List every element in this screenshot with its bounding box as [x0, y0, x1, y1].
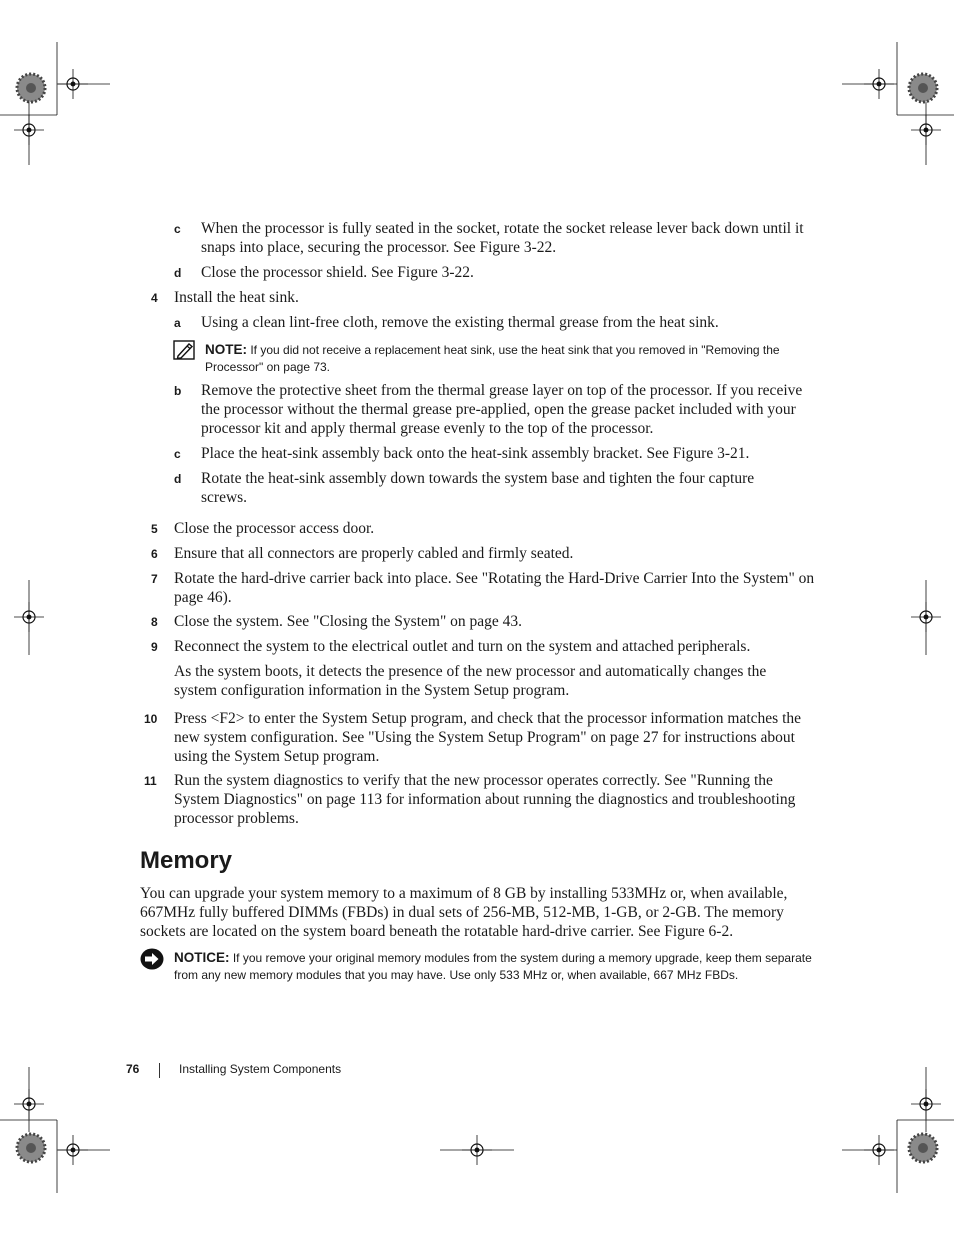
- step-number: 7: [151, 572, 158, 586]
- step-number: 11: [144, 774, 157, 788]
- registration-target-icon: [58, 1135, 88, 1165]
- notice-arrow-icon: [140, 948, 164, 970]
- color-wheel-icon: [909, 1134, 937, 1162]
- step-label: d: [174, 266, 182, 280]
- note-heading: NOTE:: [205, 342, 247, 357]
- registration-target-icon: [14, 602, 44, 632]
- step-text: When the processor is fully seated in the socket, rotate the socket release lever back down until it snaps into place, securing the processor. See Figure 3-22.: [201, 220, 804, 256]
- step-label: d: [174, 472, 182, 486]
- step-number: 4: [151, 291, 158, 305]
- step-paragraph: As the system boots, it detects the presence of the new processor and automatically changes the system configuration information in the System Setup program.: [174, 663, 767, 699]
- registration-target-icon: [14, 115, 44, 145]
- color-wheel-icon: [909, 74, 937, 102]
- step-text: Close the system. See "Closing the System" on page 43.: [174, 613, 523, 630]
- step-text: Ensure that all connectors are properly cabled and firmly seated.: [174, 545, 574, 562]
- chapter-title: Installing System Components: [179, 1062, 342, 1076]
- registration-target-icon: [911, 1089, 941, 1119]
- color-wheel-icon: [17, 1134, 45, 1162]
- step-number: 10: [144, 712, 158, 726]
- step-label: c: [174, 222, 181, 236]
- footer-divider: [159, 1063, 160, 1078]
- step-number: 9: [151, 640, 158, 654]
- notice-heading: NOTICE:: [174, 950, 230, 965]
- step-label: a: [174, 316, 181, 330]
- notice-text: If you remove your original memory modules from the system during a memory upgrade, keep them separate from any new memory modules that you may have. Use only 533 MHz or, when available, 667 MHz FBDs.: [174, 951, 812, 982]
- step-text: Using a clean lint-free cloth, remove the existing thermal grease from the heat sink.: [201, 314, 719, 331]
- step-text: Close the processor access door.: [174, 520, 375, 537]
- section-paragraph: You can upgrade your system memory to a maximum of 8 GB by installing 533MHz or, when available, 667MHz fully buffered DIMMs (FBDs) in dual sets of 256-MB, 512-MB, 1-GB, or 2-GB. The memory sockets are located on the system board beneath the rotatable hard-drive carrier. See Figure 6-2.: [140, 885, 788, 940]
- step-text: Install the heat sink.: [174, 289, 299, 306]
- registration-target-icon: [911, 115, 941, 145]
- step-text: Run the system diagnostics to verify that the new processor operates correctly. See "Running the System Diagnostics" on page 113 for information about running the diagnostics and troubleshooting processor problems.: [174, 772, 796, 827]
- step-number: 5: [151, 522, 158, 536]
- step-text: Close the processor shield. See Figure 3-22.: [201, 264, 474, 281]
- step-label: b: [174, 384, 182, 398]
- pencil-note-icon: [173, 340, 195, 360]
- note-callout: [205, 341, 815, 376]
- note-text: If you did not receive a replacement heat sink, use the heat sink that you removed in "Removing the Processor" on page 73.: [205, 343, 780, 374]
- step-text: Reconnect the system to the electrical outlet and turn on the system and attached peripherals.: [174, 638, 751, 655]
- section-heading: Memory: [140, 847, 233, 874]
- step-text: Remove the protective sheet from the thermal grease layer on top of the processor. If you receive the processor without the thermal grease pre-applied, open the grease packet included with your processor kit and apply thermal grease evenly to the top of the processor.: [201, 382, 803, 437]
- step-number: 6: [151, 547, 158, 561]
- registration-target-icon: [58, 69, 88, 99]
- registration-target-icon: [14, 1089, 44, 1119]
- registration-target-icon: [911, 602, 941, 632]
- step-text: Rotate the hard-drive carrier back into place. See "Rotating the Hard-Drive Carrier Into the System" on page 46).: [174, 570, 815, 606]
- step-number: 8: [151, 615, 158, 629]
- page-number: 76: [126, 1062, 140, 1076]
- step-label: c: [174, 447, 181, 461]
- registration-target-icon: [864, 69, 894, 99]
- notice-callout: [174, 949, 814, 984]
- step-text: Press <F2> to enter the System Setup program, and check that the processor information matches the new system configuration. See "Using the System Setup Program" on page 27 for instructions about using the System Setup program.: [174, 710, 802, 765]
- registration-target-icon: [462, 1135, 492, 1165]
- step-text: Place the heat-sink assembly back onto the heat-sink assembly bracket. See Figure 3-21.: [201, 445, 750, 462]
- color-wheel-icon: [17, 74, 45, 102]
- step-text: Rotate the heat-sink assembly down towards the system base and tighten the four capture screws.: [201, 470, 755, 506]
- registration-target-icon: [864, 1135, 894, 1165]
